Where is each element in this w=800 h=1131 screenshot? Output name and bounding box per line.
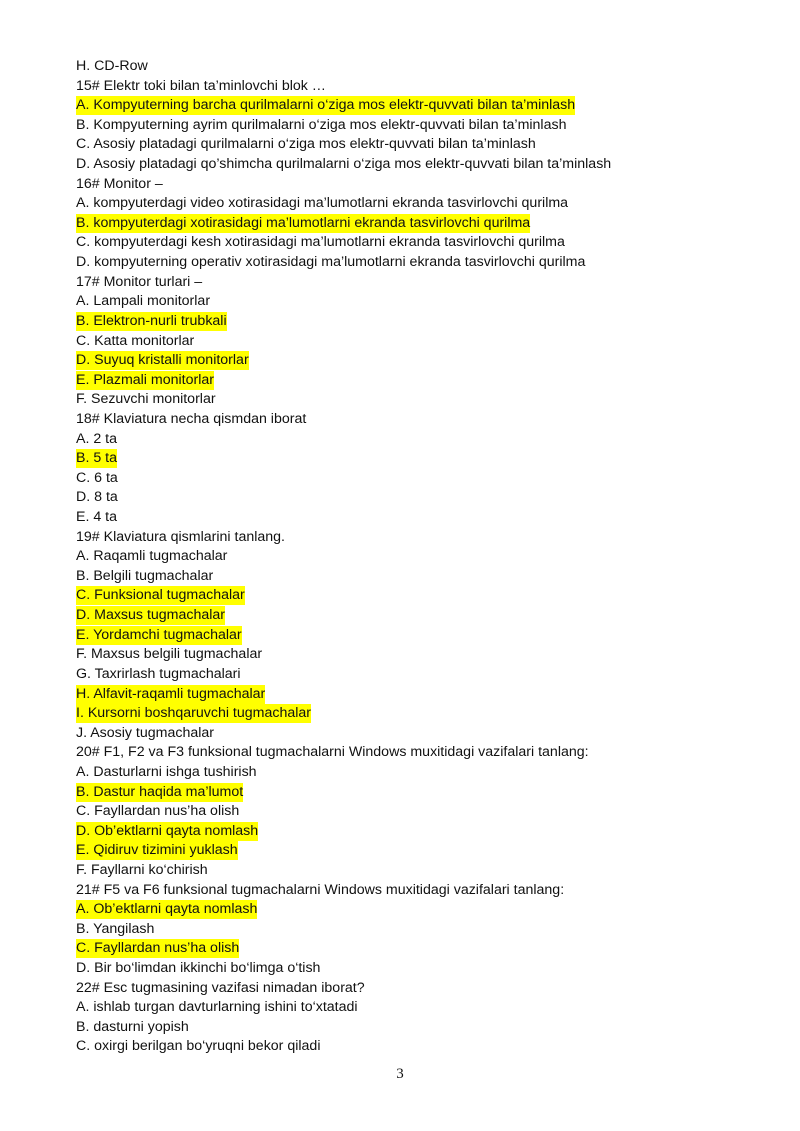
highlighted-text: B. Dastur haqida ma’lumot [76, 783, 244, 800]
answer-option-line [76, 724, 766, 744]
answer-option-line [76, 783, 766, 803]
question-line [76, 77, 766, 97]
document-body [76, 57, 766, 1057]
answer-option-line [76, 253, 766, 273]
line-text: A. ishlab turgan davturlarning ishini to‘xtatadi [76, 999, 358, 1016]
answer-option-line [76, 1037, 766, 1057]
answer-option-line [76, 351, 766, 371]
line-text: F. Maxsus belgili tugmachalar [76, 646, 263, 663]
answer-option-line [76, 645, 766, 665]
answer-option-line [76, 390, 766, 410]
line-text: D. kompyuterning operativ xotirasidagi ma’lumotlarni ekranda tasvirlovchi qurilma [76, 254, 586, 271]
line-text: E. 4 ta [76, 509, 118, 526]
answer-option-line [76, 763, 766, 783]
line-text: D. Asosiy platadagi qo’shimcha qurilmalarni o‘ziga mos elektr-quvvati bilan ta’minlash [76, 156, 612, 173]
answer-option-line [76, 194, 766, 214]
highlighted-text: E. Plazmali monitorlar [76, 371, 214, 388]
line-text: 18# Klaviatura necha qismdan iborat [76, 410, 307, 427]
answer-option-line [76, 312, 766, 332]
answer-option-line [76, 567, 766, 587]
answer-option-line [76, 606, 766, 626]
line-text: 17# Monitor turlari – [76, 273, 203, 290]
highlighted-text: H. Alfavit-raqamli tugmachalar [76, 685, 266, 702]
line-text: D. Bir bo‘limdan ikkinchi bo‘limga o‘tish [76, 960, 321, 977]
line-text: A. kompyuterdagi video xotirasidagi ma’lumotlarni ekranda tasvirlovchi qurilma [76, 195, 569, 212]
highlighted-text: B. Elektron-nurli trubkali [76, 312, 227, 329]
answer-option-line [76, 135, 766, 155]
answer-option-line [76, 586, 766, 606]
answer-option-line [76, 841, 766, 861]
question-line [76, 175, 766, 195]
answer-option-line [76, 685, 766, 705]
answer-option-line [76, 665, 766, 685]
question-line [76, 410, 766, 430]
line-text: B. Yangilash [76, 920, 155, 937]
answer-option-line [76, 430, 766, 450]
answer-option-line [76, 469, 766, 489]
answer-option-line [76, 802, 766, 822]
answer-option-line [76, 233, 766, 253]
answer-option-line [76, 116, 766, 136]
highlighted-text: B. kompyuterdagi xotirasidagi ma’lumotlarni ekranda tasvirlovchi qurilma [76, 214, 531, 231]
answer-option-line [76, 861, 766, 881]
answer-option-line [76, 900, 766, 920]
answer-option-line [76, 626, 766, 646]
answer-option-line [76, 96, 766, 116]
line-text: 20# F1, F2 va F3 funksional tugmachalarni Windows muxitidagi vazifalari tanlang: [76, 744, 589, 761]
line-text: H. CD-Row [76, 58, 148, 74]
highlighted-text: A. Ob’ektlarni qayta nomlash [76, 901, 258, 918]
line-text: C. 6 ta [76, 469, 118, 486]
answer-option-line [76, 704, 766, 724]
highlighted-text: B. 5 ta [76, 450, 118, 467]
line-text: A. Dasturlarni ishga tushirish [76, 763, 257, 780]
answer-option-line [76, 547, 766, 567]
answer-option-line [76, 57, 766, 77]
line-text: C. Katta monitorlar [76, 332, 195, 349]
answer-option-line [76, 998, 766, 1018]
line-text: F. Fayllarni ko‘chirish [76, 861, 208, 878]
line-text: C. Asosiy platadagi qurilmalarni o‘ziga mos elektr-quvvati bilan ta’minlash [76, 136, 536, 153]
answer-option-line [76, 822, 766, 842]
line-text: C. kompyuterdagi kesh xotirasidagi ma’lumotlarni ekranda tasvirlovchi qurilma [76, 234, 565, 251]
line-text: 21# F5 va F6 funksional tugmachalarni Windows muxitidagi vazifalari tanlang: [76, 881, 565, 898]
line-text: A. Lampali monitorlar [76, 293, 211, 310]
answer-option-line [76, 155, 766, 175]
answer-option-line [76, 214, 766, 234]
answer-option-line [76, 449, 766, 469]
line-text: A. Raqamli tugmachalar [76, 548, 228, 565]
highlighted-text: E. Yordamchi tugmachalar [76, 626, 242, 643]
line-text: C. oxirgi berilgan bo‘yruqni bekor qiladi [76, 1038, 321, 1055]
highlighted-text: E. Qidiruv tizimini yuklash [76, 842, 238, 859]
highlighted-text: C. Fayllardan nus’ha olish [76, 940, 240, 957]
line-text: A. 2 ta [76, 430, 118, 447]
answer-option-line [76, 488, 766, 508]
line-text: 16# Monitor – [76, 175, 163, 192]
answer-option-line [76, 959, 766, 979]
answer-option-line [76, 1018, 766, 1038]
question-line [76, 743, 766, 763]
highlighted-text: D. Ob’ektlarni qayta nomlash [76, 822, 259, 839]
line-text: C. Fayllardan nus’ha olish [76, 803, 240, 820]
question-line [76, 881, 766, 901]
line-text: 22# Esc tugmasining vazifasi nimadan iborat? [76, 979, 365, 996]
answer-option-line [76, 939, 766, 959]
answer-option-line [76, 508, 766, 528]
highlighted-text: I. Kursorni boshqaruvchi tugmachalar [76, 705, 312, 722]
line-text: G. Taxrirlash tugmachalari [76, 665, 241, 682]
highlighted-text: C. Funksional tugmachalar [76, 587, 245, 604]
page-number: 3 [396, 1066, 404, 1082]
line-text: B. Kompyuterning ayrim qurilmalarni o‘ziga mos elektr-quvvati bilan ta’minlash [76, 116, 567, 133]
answer-option-line [76, 371, 766, 391]
line-text: B. dasturni yopish [76, 1018, 189, 1035]
line-text: F. Sezuvchi monitorlar [76, 391, 216, 408]
highlighted-text: D. Maxsus tugmachalar [76, 607, 226, 624]
highlighted-text: A. Kompyuterning barcha qurilmalarni o‘ziga mos elektr-quvvati bilan ta’minlash [76, 97, 576, 114]
question-line [76, 528, 766, 548]
highlighted-text: D. Suyuq kristalli monitorlar [76, 352, 249, 369]
answer-option-line [76, 292, 766, 312]
line-text: D. 8 ta [76, 489, 118, 506]
line-text: J. Asosiy tugmachalar [76, 724, 214, 741]
question-line [76, 273, 766, 293]
answer-option-line [76, 332, 766, 352]
answer-option-line [76, 920, 766, 940]
line-text: 15# Elektr toki bilan ta’minlovchi blok … [76, 77, 326, 94]
line-text: 19# Klaviatura qismlarini tanlang. [76, 528, 285, 545]
question-line [76, 979, 766, 999]
line-text: B. Belgili tugmachalar [76, 567, 214, 584]
